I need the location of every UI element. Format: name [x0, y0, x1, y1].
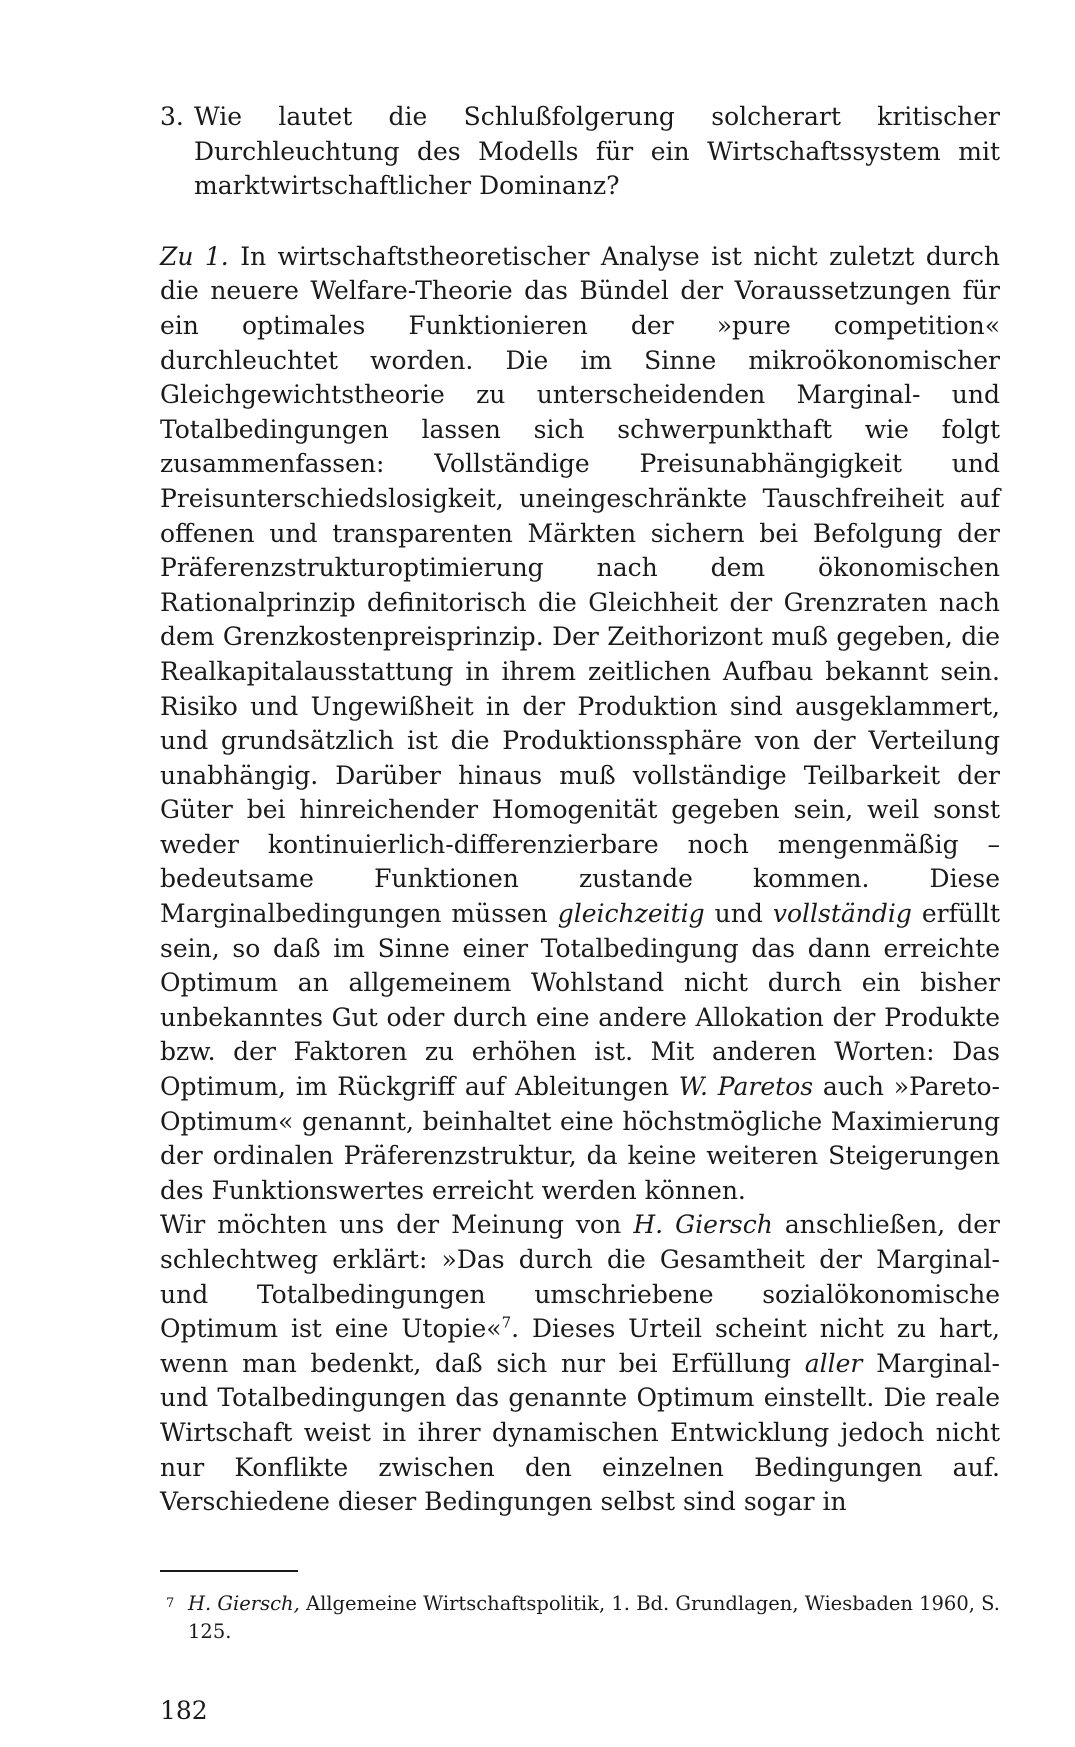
document-page [160, 100, 1000, 1725]
emphasis-text: gleichzeitig [557, 899, 705, 929]
paragraph-text: auch »Pareto-Optimum« genannt, beinhaltet eine höchstmögliche Maximierung der ordinalen Präferenzstruktur, da keine weiteren Steigerungen des Funktionswertes erreicht werden können. [160, 1072, 1000, 1205]
paragraph-text: . Dieses Urteil scheint nicht zu hart, wenn man bedenkt, daß sich nur bei Erfüllung [160, 1314, 1000, 1378]
footnote-text [188, 1590, 1000, 1646]
paragraph-text: In wirtschaftstheoretischer Analyse ist nicht zuletzt durch die neuere Welfare-Theorie das Bündel der Voraussetzungen für ein optimales Funktionieren der »pure competition« durchleuchtet worden. Die im Sinne mikroökonomischer Gleichgewichtstheorie zu unterscheidenden Marginal- und Totalbedingungen lassen sich schwerpunkthaft wie folgt zusammenfassen: Vollständige Preisunabhängigkeit und Preisunterschiedslosigkeit, uneingeschränkte Tauschfreiheit auf offenen und transparenten Märkten sichern bei Befolgung der Präferenzstrukturoptimierung nach dem ökonomischen Rationalprinzip definitorisch die Gleichheit der Grenzraten nach dem Grenzkostenpreisprinzip. Der Zeithorizont muß gegeben, die Realkapitalausstattung in ihrem zeitlichen Aufbau bekannt sein. Risiko und Ungewißheit in der Produktion sind ausgeklammert, und grundsätzlich ist die Produktionssphäre von der Verteilung unabhängig. Darüber hinaus muß vollständige Teilbarkeit der Güter bei hinreichender Homogenität gegeben sein, weil sonst weder kontinuierlich-differenzierbare noch mengenmäßig –bedeutsame Funktionen zustande kommen. Diese Marginalbedingungen müssen [160, 241, 1000, 929]
emphasis-name: W. Paretos [678, 1072, 814, 1102]
page-number: 182 [160, 1695, 208, 1725]
paragraph-text: und [704, 899, 773, 929]
emphasis-name: H. Giersch [633, 1210, 773, 1240]
paragraph-text: erfüllt sein, so daß im Sinne einer Totalbedingung das dann erreichte Optimum an allgemeinem Wohlstand nicht durch ein bisher unbekanntes Gut oder durch eine andere Allokation der Produkte bzw. der Faktoren zu erhöhen ist. Mit anderen Worten: Das Optimum, im Rückgriff auf Ableitungen [160, 899, 1000, 1102]
body-paragraph-2 [160, 1208, 1000, 1519]
footnote-author: H. Giersch, [188, 1591, 300, 1615]
footnote-reference[interactable]: 7 [501, 1313, 512, 1332]
footnote [160, 1590, 1000, 1646]
question-text: Wie lautet die Schlußfolgerung solcherart kritischer Durchleuchtung des Modells für ein Wirtschaftssystem mit marktwirtschaftlicher Dominanz? [194, 102, 1000, 201]
emphasis-text: aller [804, 1348, 863, 1378]
numbered-question [160, 100, 1000, 204]
paragraph-lead: Zu 1. [160, 241, 229, 271]
body-paragraph-1 [160, 240, 1000, 1209]
footnote-citation: Allgemeine Wirtschaftspolitik, 1. Bd. Grundlagen, Wiesbaden 1960, S. 125. [188, 1591, 1001, 1643]
question-number: 3. [160, 102, 184, 131]
paragraph-text: Marginal- und Totalbedingungen das genannte Optimum einstellt. Die reale Wirtschaft weist in ihrer dynamischen Entwicklung jedoch nicht nur Konflikte zwischen den einzelnen Bedingungen auf. Verschiedene dieser Bedingungen selbst sind sogar in [160, 1348, 1000, 1517]
footnote-divider [160, 1570, 298, 1572]
paragraph-text: Wir möchten uns der Meinung von [160, 1210, 634, 1240]
footnote-mark: 7 [166, 1595, 175, 1611]
emphasis-text: vollständig [772, 899, 912, 929]
paragraph-text: anschließen, der schlechtweg erklärt: »Das durch die Gesamtheit der Marginal- und Totalbedingungen umschriebene sozialökonomische Optimum ist eine Utopie« [160, 1210, 1000, 1344]
